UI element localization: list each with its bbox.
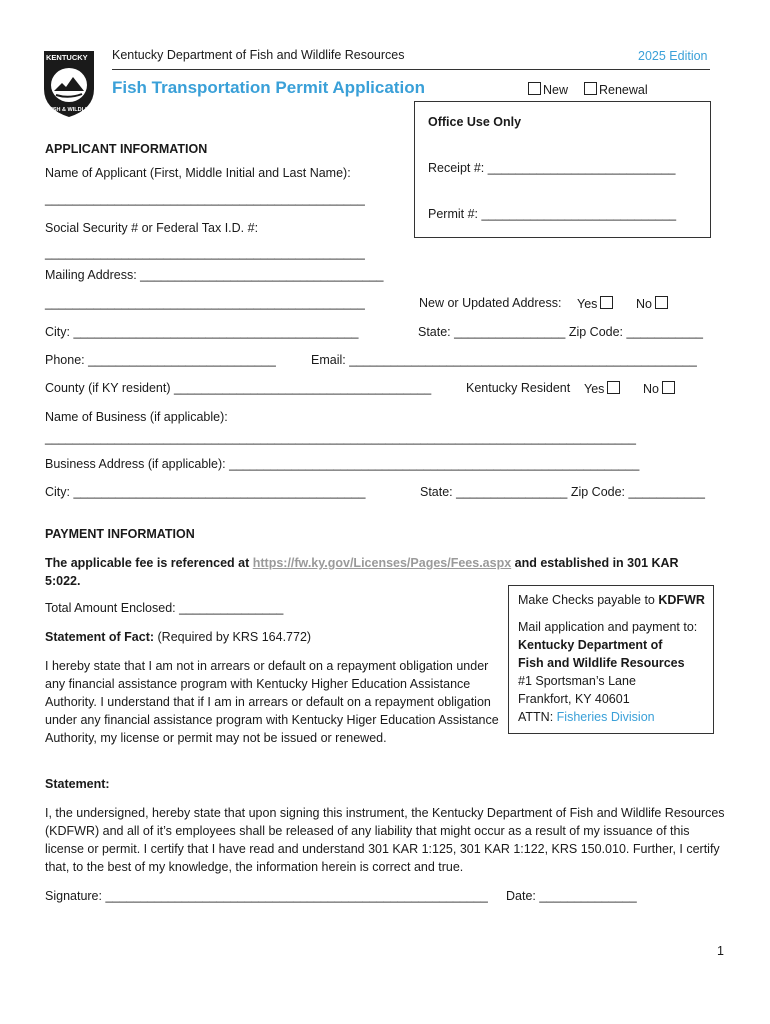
- payment-heading: PAYMENT INFORMATION: [45, 527, 195, 541]
- applicant-name-label: Name of Applicant (First, Middle Initial and Last Name):: [45, 166, 351, 180]
- total-amount-field[interactable]: Total Amount Enclosed: _______________: [45, 601, 284, 615]
- state-zip-field[interactable]: State: ________________ Zip Code: ___________: [418, 325, 703, 339]
- mail-to-label: Mail application and payment to:: [518, 620, 698, 634]
- resident-no-option[interactable]: [643, 381, 675, 396]
- no-label: No: [643, 382, 659, 396]
- business-city-field[interactable]: City: __________________________________________: [45, 485, 366, 499]
- business-state-zip-field[interactable]: State: ________________ Zip Code: ___________: [420, 485, 705, 499]
- header-rule: [112, 69, 710, 70]
- resident-yes-checkbox[interactable]: [607, 381, 620, 394]
- applicant-name-field[interactable]: ______________________________________________: [45, 192, 365, 206]
- org-line1: Kentucky Department of: [518, 638, 663, 652]
- checks-text: Make Checks payable to: [518, 593, 659, 607]
- street-address: #1 Sportsman’s Lane: [518, 674, 636, 688]
- page-number: 1: [717, 944, 724, 958]
- new-updated-address-label: New or Updated Address:: [419, 296, 562, 310]
- logo-text-top: KENTUCKY: [46, 53, 88, 62]
- statement-heading: Statement:: [45, 777, 110, 791]
- sof-requirement: (Required by KRS 164.772): [154, 630, 312, 644]
- business-address-field[interactable]: Business Address (if applicable): ___________________________________________________________: [45, 457, 640, 471]
- business-name-field[interactable]: _____________________________________________________________________________________: [45, 431, 636, 445]
- mailing-address-field[interactable]: Mailing Address: ___________________________________: [45, 268, 384, 282]
- resident-no-checkbox[interactable]: [662, 381, 675, 394]
- statement-body: I, the undersigned, hereby state that upon signing this instrument, the Kentucky Department of Fish and Wildlife Resources (KDFWR) and all of it’s employees shall be released of any liability that might occur as a result of my issuance of this license or permit. I certify that I have read and understand 301 KAR 1:125, 301 KAR 1:122, KRS 150.010. Further, I certify that, to the best of my knowledge, the information herein is correct and true.: [45, 806, 725, 874]
- city-address: Frankfort, KY 40601: [518, 692, 630, 706]
- address-yes-option[interactable]: [577, 296, 613, 311]
- ssn-label: Social Security # or Federal Tax I.D. #:: [45, 221, 259, 235]
- attn-line: [518, 710, 655, 724]
- department-name: Kentucky Department of Fish and Wildlife Resources: [112, 48, 405, 62]
- resident-yes-option[interactable]: [584, 381, 620, 396]
- permit-field[interactable]: Permit #: ____________________________: [428, 207, 677, 221]
- applicant-heading: APPLICANT INFORMATION: [45, 142, 208, 156]
- phone-field[interactable]: Phone: ___________________________: [45, 353, 276, 367]
- signature-field[interactable]: Signature: _______________________________________________________: [45, 889, 488, 903]
- renewal-option[interactable]: [584, 82, 648, 97]
- yes-label: Yes: [584, 382, 605, 396]
- edition: 2025 Edition: [638, 49, 708, 63]
- attn-division: Fisheries Division: [556, 710, 655, 724]
- fee-text: The applicable fee is referenced at: [45, 556, 253, 570]
- receipt-field[interactable]: Receipt #: ___________________________: [428, 161, 676, 175]
- business-name-label: Name of Business (if applicable):: [45, 410, 228, 424]
- org-line2: Fish and Wildlife Resources: [518, 656, 685, 670]
- ky-resident-label: Kentucky Resident: [466, 381, 571, 395]
- checks-payable: [518, 593, 705, 607]
- no-label: No: [636, 297, 652, 311]
- office-use-title: Office Use Only: [428, 115, 522, 129]
- date-field[interactable]: Date: ______________: [506, 889, 637, 903]
- sof-title: Statement of Fact:: [45, 630, 155, 644]
- new-label: New: [543, 83, 569, 97]
- checks-payee: KDFWR: [658, 593, 705, 607]
- renewal-label: Renewal: [599, 83, 648, 97]
- email-field[interactable]: Email: __________________________________________________: [311, 353, 697, 367]
- fee-text-end: and established in 301 KAR 5:022.: [45, 556, 679, 588]
- ssn-field[interactable]: ______________________________________________: [45, 246, 365, 260]
- statement-of-fact-body: I hereby state that I am not in arrears or default on a repayment obligation under any financial assistance program with Kentucky Higher Education Assistance Authority. I understand that if I am in arrears or default on a repayment obligation under any financial assistance program with Kentucky Higer Education Assistance Authority, my license or permit may not be issued or renewed.: [45, 659, 499, 745]
- form-title: Fish Transportation Permit Application: [112, 78, 425, 97]
- city-field[interactable]: City: _________________________________________: [45, 325, 359, 339]
- renewal-checkbox[interactable]: [584, 82, 597, 95]
- logo-text-bottom: FISH & WILDLIFE: [48, 107, 94, 113]
- mailing-address-line2[interactable]: ______________________________________________: [45, 296, 365, 310]
- address-no-checkbox[interactable]: [655, 296, 668, 309]
- address-yes-checkbox[interactable]: [600, 296, 613, 309]
- fees-link[interactable]: https://fw.ky.gov/Licenses/Pages/Fees.aspx: [252, 556, 512, 570]
- new-option[interactable]: [528, 82, 568, 97]
- address-no-option[interactable]: [636, 296, 668, 311]
- new-checkbox[interactable]: [528, 82, 541, 95]
- statement-of-fact-label: [45, 630, 311, 644]
- attn-label: ATTN:: [518, 710, 557, 724]
- kdfwr-logo: [40, 47, 98, 119]
- county-field[interactable]: County (if KY resident) _____________________________________: [45, 381, 432, 395]
- yes-label: Yes: [577, 297, 598, 311]
